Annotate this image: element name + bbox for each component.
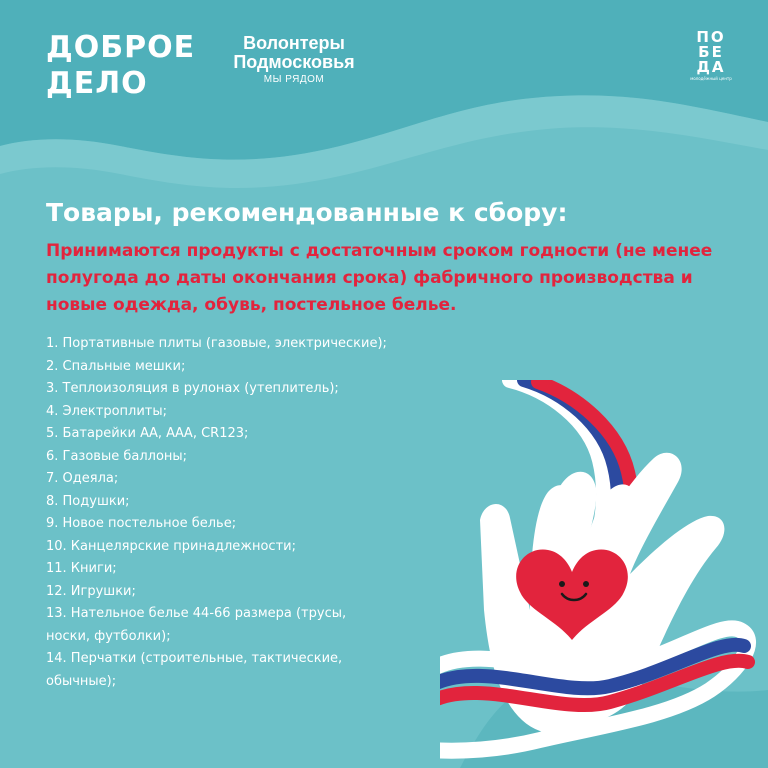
list-item: 10. Канцелярские принадлежности; [46,538,296,554]
logo-line-1: ДОБРОЕ [46,30,196,65]
list-item: 5. Батарейки АА, ААА, CR123; [46,426,249,441]
page-subtitle: Принимаются продукты с достаточным сроком годности (не менее полугода до даты окончания срока) фабричного производства и новые одежда, обувь, постельное белье. [46,241,713,315]
volunteers-logo-line-1: Волонтеры [243,33,345,53]
list-item: 1. Портативные плиты (газовые, электрические); [46,336,387,351]
list-item: 2. Спальные мешки; [46,358,186,374]
list-item: обычные); [46,673,117,689]
list-item: 12. Игрушки; [46,583,136,599]
list-item: 9. Новое постельное белье; [46,516,237,531]
list-item: 3. Теплоизоляция в рулонах (утеплитель); [46,381,339,396]
pobeda-logo-top: ПО [696,28,726,46]
dobroe-delo-logo [46,30,195,102]
list-item: 13. Нательное белье 44-66 размера (трусы, [46,606,347,621]
list-item: 14. Перчатки (строительные, тактические, [46,651,343,666]
pobeda-logo-bottom: ДА [696,58,726,76]
items-list [46,333,446,693]
hands-holding-heart-with-ribbon-icon [440,380,768,768]
page-title: Товары, рекомендованные к сбору: [46,198,568,227]
list-item: 4. Электроплиты; [46,403,168,419]
list-item: 8. Подушки; [46,493,130,509]
volunteers-logo [214,34,374,87]
pobeda-logo-small: молодёжный центр [690,76,732,81]
volunteers-logo-tagline: МЫ РЯДОМ [263,74,325,85]
list-item: 7. Одеяла; [46,471,119,486]
logo-line-2: ДЕЛО [46,66,148,101]
list-item: 11. Книги; [46,561,117,576]
pobeda-logo [688,30,734,82]
pobeda-logo-mid: БЕ [698,43,724,61]
list-item: 6. Газовые баллоны; [46,448,188,464]
volunteers-logo-line-2: Подмосковья [233,52,355,72]
list-item: носки, футболки); [46,628,171,644]
